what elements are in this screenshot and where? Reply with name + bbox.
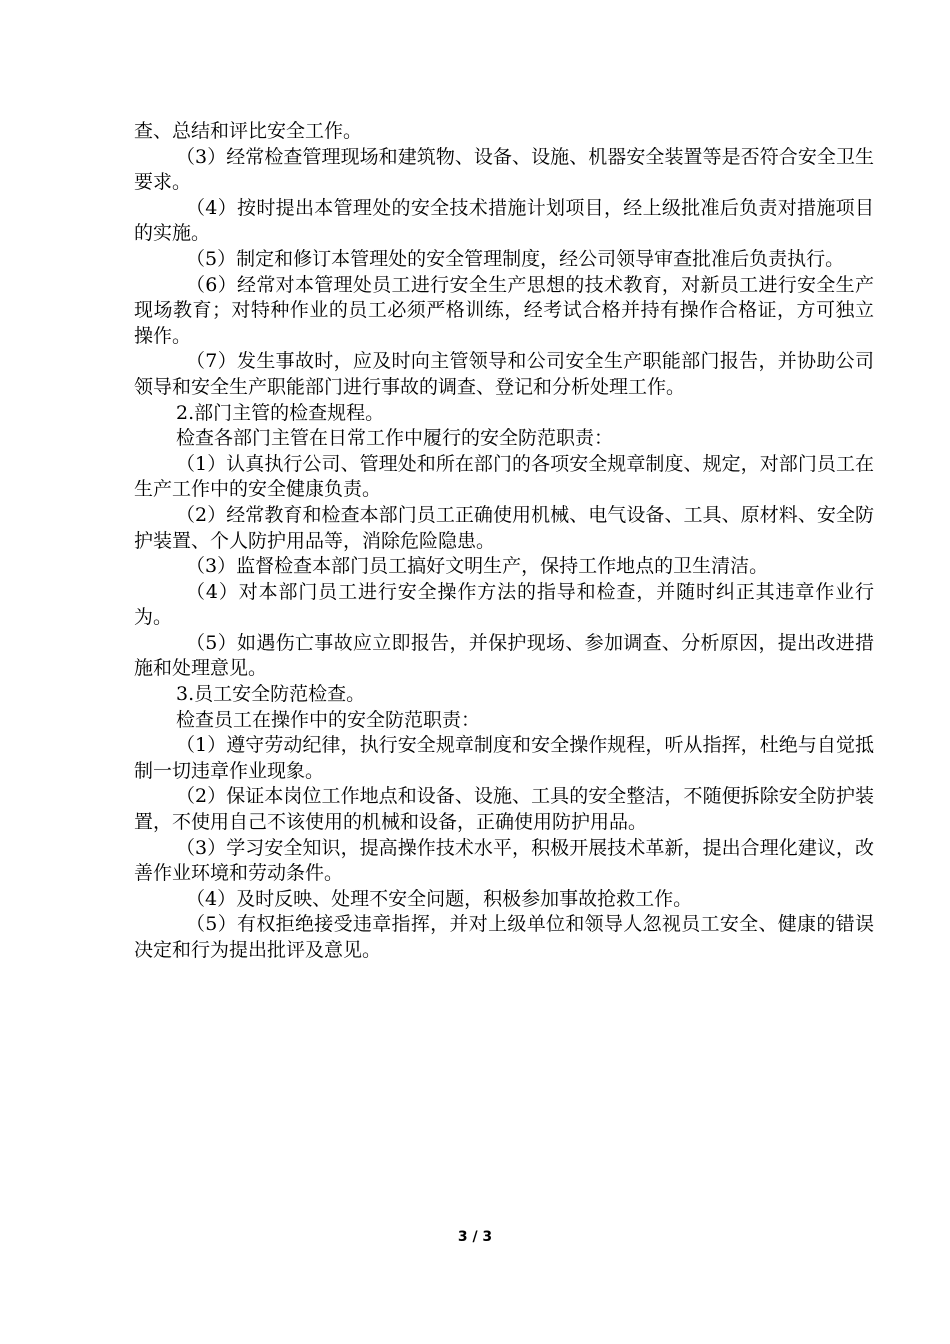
section-heading-2: 2.部门主管的检查规程。 (176, 401, 385, 424)
paragraph-17: （2）保证本岗位工作地点和设备、设施、工具的安全整洁，不随便拆除安全防护装置，不使用自己不该使用的机械和设备，正确使用防护用品。 (134, 785, 874, 834)
paragraph-19: （4）及时反映、处理不安全问题，积极参加事故抢救工作。 (186, 887, 693, 910)
paragraph-10: （2）经常教育和检查本部门员工正确使用机械、电气设备、工具、原材料、安全防护装置、个人防护用品等，消除危险隐患。 (134, 503, 874, 552)
paragraph-1: 查、总结和评比安全工作。 (134, 120, 363, 142)
paragraph-16: （1）遵守劳动纪律，执行安全规章制度和安全操作规程，听从指挥，杜绝与自觉抵制一切违章作业现象。 (134, 734, 874, 782)
paragraph-3: （4）按时提出本管理处的安全技术措施计划项目，经上级批准后负责对措施项目的实施。 (134, 196, 874, 245)
paragraph-6: （7）发生事故时，应及时向主管领导和公司安全生产职能部门报告，并协助公司领导和安全生产职能部门进行事故的调查、登记和分析处理工作。 (134, 350, 874, 398)
paragraph-20: （5）有权拒绝接受违章指挥，并对上级单位和领导人忽视员工安全、健康的错误决定和行为提出批评及意见。 (134, 913, 874, 961)
paragraph-13: （5）如遇伤亡事故应立即报告，并保护现场、参加调查、分析原因，提出改进措施和处理意见。 (134, 631, 874, 680)
page-number: 3 / 3 (457, 1229, 493, 1245)
document-body (134, 119, 874, 964)
paragraph-11: （3）监督检查本部门员工搞好文明生产，保持工作地点的卫生清洁。 (186, 555, 769, 578)
paragraph-9: （1）认真执行公司、管理处和所在部门的各项安全规章制度、规定，对部门员工在生产工作中的安全健康负责。 (134, 452, 874, 501)
paragraph-2: （3）经常检查管理现场和建筑物、设备、设施、机器安全装置等是否符合安全卫生要求。 (134, 145, 874, 194)
section-heading-3: 3.员工安全防范检查。 (176, 683, 366, 706)
paragraph-5: （6）经常对本管理处员工进行安全生产思想的技术教育，对新员工进行安全生产现场教育；对特种作业的员工必须严格训练，经考试合格并持有操作合格证，方可独立操作。 (134, 273, 874, 347)
paragraph-12: （4）对本部门员工进行安全操作方法的指导和检查，并随时纠正其违章作业行为。 (134, 580, 874, 629)
paragraph-4: （5）制定和修订本管理处的安全管理制度，经公司领导审查批准后负责执行。 (186, 247, 845, 270)
paragraph-15: 检查员工在操作中的安全防范职责： (176, 708, 481, 731)
paragraph-8: 检查各部门主管在日常工作中履行的安全防范职责： (176, 427, 614, 450)
paragraph-18: （3）学习安全知识，提高操作技术水平，积极开展技术革新，提出合理化建议，改善作业环境和劳动条件。 (134, 836, 874, 885)
